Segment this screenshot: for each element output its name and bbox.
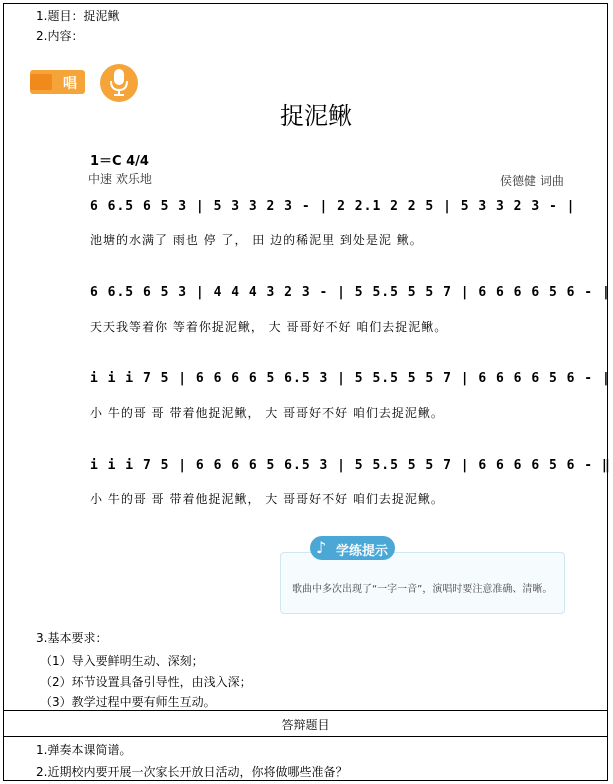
requirement-item: （2）环节设置具备引导性，由浅入深； xyxy=(40,675,252,689)
sing-label: 唱歌 xyxy=(63,76,77,112)
lyrics-row-2: 天天我等着你 等着你捉泥鳅， 大 哥哥好不好 咱们去捉泥鳅。 xyxy=(90,320,448,334)
content-label: 2.内容： xyxy=(36,29,84,43)
notation-row-1: 6 6.5 6 5 3 | 5 3 3 2 3 - | 2 2.1 2 2 5 | 5 3 3 2 3 - | xyxy=(90,199,576,214)
requirements-title: 3.基本要求： xyxy=(36,631,108,645)
requirement-item: （1）导入要鲜明生动、深刻； xyxy=(40,654,204,668)
tip-heading-badge xyxy=(310,536,395,560)
divider xyxy=(3,736,608,737)
tip-text: 歌曲中多次出现了“一字一音”，演唱时要注意准确、清晰。 xyxy=(292,584,553,595)
requirement-item: （3）教学过程中要有师生互动。 xyxy=(40,695,216,709)
tempo-marking: 中速 欢乐地 xyxy=(88,172,152,186)
notation-row-3: i i i 7 5 | 6 6 6 6 5 6.5 3 | 5 5.5 5 5 7 | 6 6 6 6 5 6 - | xyxy=(90,371,611,386)
lyrics-row-3: 小 牛的哥 哥 带着他捉泥鳅， 大 哥哥好不好 咱们去捉泥鳅。 xyxy=(90,406,444,420)
sing-badge xyxy=(30,70,85,112)
topic-line: 1.题目：捉泥鳅 xyxy=(36,9,120,23)
notation-row-4: i i i 7 5 | 6 6 6 6 5 6.5 3 | 5 5.5 5 5 7 | 6 6 6 6 5 6 - ‖ xyxy=(90,458,611,473)
divider xyxy=(3,710,608,711)
song-author: 侯德健 词曲 xyxy=(500,174,564,188)
notation-row-2: 6 6.5 6 5 3 | 4 4 4 3 2 3 - | 5 5.5 5 5 7 | 6 6 6 6 5 6 - | xyxy=(90,285,611,300)
lyrics-row-4: 小 牛的哥 哥 带着他捉泥鳅， 大 哥哥好不好 咱们去捉泥鳅。 xyxy=(90,492,444,506)
tip-heading: 学练提示 xyxy=(336,544,389,559)
defense-question: 2.近期校内要开展一次家长开放日活动，你将做哪些准备？ xyxy=(36,765,348,779)
song-title: 捉泥鳅 xyxy=(280,102,352,130)
microphone-icon xyxy=(100,64,138,102)
defense-title: 答辩题目 xyxy=(281,718,330,732)
badge-square xyxy=(30,74,52,90)
music-note-icon: ♪ xyxy=(316,538,327,557)
defense-question: 1.弹奏本课简谱。 xyxy=(36,743,132,757)
lyrics-row-1: 池塘的水满了 雨也 停 了， 田 边的稀泥里 到处是泥 鳅。 xyxy=(90,233,423,247)
key-signature: 1＝C 4/4 xyxy=(90,154,149,169)
